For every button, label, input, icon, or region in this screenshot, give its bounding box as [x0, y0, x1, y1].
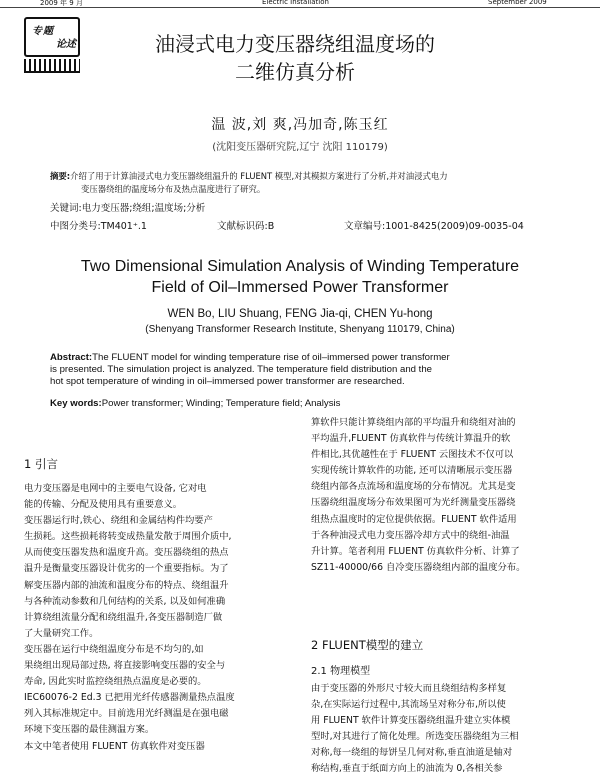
- body-line: 能的传输、分配及使用具有重要意义。: [24, 499, 183, 511]
- body-line: 组热点温度时的定位提供依据。FLUENT 软件适用: [311, 513, 517, 525]
- abstract-zh: [50, 170, 562, 196]
- body-line: 温升是衡量变压器设计优劣的一个重要指标。为了: [24, 563, 229, 575]
- body-line: 算软件只能计算绕组内部的平均温升和绕组对油的: [311, 417, 516, 428]
- body-line: 列入其标准规定中。目前选用光纤测温是在强电磁: [24, 708, 229, 720]
- column-logo: [24, 17, 78, 73]
- body-line: 变压器在运行中绕组温度分布是不均匀的,如: [24, 643, 204, 655]
- body-line: 生损耗。这些损耗将转变成热量发散于周围介质中,: [24, 531, 232, 543]
- clc-number: 中图分类号:TM401⁺.1: [50, 221, 147, 232]
- keywords-en: [50, 398, 340, 409]
- body-line: 平均温升,FLUENT 仿真软件与传统计算温升的软: [311, 433, 511, 445]
- keywords-en-label: Key words:: [50, 398, 102, 409]
- body-line: 计算绕组流量分配和绕组温升,各变压器制造厂做: [24, 611, 223, 623]
- header-date: 2009 年 9 月: [40, 0, 83, 7]
- article-number: 文章编号:1001-8425(2009)09-0035-04: [344, 221, 524, 232]
- abstract-zh-label: 摘要:: [50, 171, 71, 181]
- body-line: 绕组内部各点流场和温度场的分布情况。尤其是变: [311, 481, 516, 493]
- logo-caption-1: 专题: [32, 26, 54, 37]
- title-zh-line: 二维仿真分析: [235, 60, 355, 84]
- body-line: 实现传统计算软件的功能, 还可以清晰展示变压器: [311, 465, 513, 477]
- abstract-en-line: is presented. The simulation project is analyzed. The temperature field distribution and the: [50, 363, 433, 375]
- abstract-en-label: Abstract:: [50, 352, 93, 363]
- right-column-body-a: [311, 415, 579, 576]
- logo-stripes: [24, 59, 80, 73]
- document-code: 文献标识码:B: [217, 221, 275, 232]
- title-en-line: Field of Oil–Immersed Power Transformer: [151, 279, 449, 296]
- abstract-zh-line: 介绍了用于计算油浸式电力变压器绕组温升的 FLUENT 模型,对其模拟方案进行了分析,并对油浸式电力: [70, 171, 448, 181]
- running-header: [0, 0, 600, 8]
- body-line: 对称,每一绕组的每饼呈几何对称,垂直油道是轴对: [311, 747, 513, 759]
- keywords-zh: 关键词:电力变压器;绕组;温度场;分析: [50, 203, 206, 214]
- body-line: SZ11-40000/66 自冷变压器绕组内部的温度分布。: [311, 561, 526, 573]
- body-line: 本文中笔者使用 FLUENT 仿真软件对变压器: [24, 740, 205, 752]
- body-line: 变压器运行时,铁心、绕组和金属结构件均要产: [24, 515, 213, 527]
- body-line: 型时,对其进行了简化处理。所选变压器绕组为三相: [311, 731, 519, 743]
- body-line: 于各种油浸式电力变压器冷却方式中的绕组-油温: [311, 529, 510, 541]
- body-line: IEC60076-2 Ed.3 已把用光纤传感器测量热点温度: [24, 692, 235, 704]
- subsection-2-1-heading: 2.1 物理模型: [311, 666, 371, 677]
- body-line: 电力变压器是电网中的主要电气设备, 它对电: [24, 483, 207, 494]
- body-line: 用 FLUENT 软件计算变压器绕组温升建立实体模: [311, 715, 511, 727]
- right-column-body-b: [311, 681, 579, 778]
- abstract-zh-line: 变压器绕组的温度场分布及热点温度进行了研究。: [81, 184, 266, 194]
- affiliation-zh: (沈阳变压器研究院,辽宁 沈阳 110179): [212, 142, 388, 153]
- body-line: 了大量研究工作。: [24, 627, 99, 639]
- body-line: 解变压器内部的油流和温度分布的特点、绕组温升: [24, 579, 229, 591]
- title-en-line: Two Dimensional Simulation Analysis of Winding Temperature: [80, 258, 520, 275]
- body-line: 件相比,其优越性在于 FLUENT 云图技术不仅可以: [311, 449, 514, 461]
- authors-en: WEN Bo, LIU Shuang, FENG Jia-qi, CHEN Yu-hong: [167, 308, 433, 320]
- body-line: 杂,在实际运行过程中,其流场呈对称分布,所以使: [311, 699, 506, 711]
- body-line: 由于变压器的外形尺寸较大而且绕组结构多样复: [311, 683, 507, 694]
- keywords-en-text: Power transformer; Winding; Temperature field; Analysis: [101, 398, 341, 409]
- abstract-en: [50, 352, 560, 387]
- section-1-heading: 1 引言: [24, 457, 58, 471]
- body-line: 与各种流动参数和几何结构的关系, 以及如何准确: [24, 595, 226, 607]
- body-line: 果绕组出现局部过热, 将直接影响变压器的安全与: [24, 660, 226, 672]
- body-line: 环境下变压器的最佳测温方案。: [24, 724, 155, 736]
- header-date-en: September 2009: [488, 0, 547, 6]
- section-2-heading: 2 FLUENT模型的建立: [311, 638, 424, 652]
- authors-zh: 温 波,刘 爽,冯加奇,陈玉红: [211, 117, 389, 133]
- title-zh: [115, 30, 475, 86]
- body-line: 称结构,垂直于纸面方向上的油流为 0,各相关参: [311, 763, 503, 775]
- logo-frame: [24, 17, 80, 57]
- affiliation-en: (Shenyang Transformer Research Institute, Shenyang 110179, China): [145, 324, 455, 335]
- body-line: 从而使变压器发热和温度升高。变压器绕组的热点: [24, 547, 229, 559]
- title-en: [40, 256, 560, 298]
- abstract-en-line: hot spot temperature of winding in oil–immersed power transformer are researched.: [50, 375, 405, 387]
- body-line: 压器绕组温度场分布效果图可为光纤测量变压器绕: [311, 497, 516, 509]
- body-line: 升计算。笔者利用 FLUENT 仿真软件分析、计算了: [311, 545, 520, 557]
- abstract-en-line: The FLUENT model for winding temperature rise of oil–immersed power transformer: [92, 352, 450, 363]
- left-column-body: [24, 481, 292, 755]
- logo-caption-2: 论述: [56, 39, 76, 50]
- title-zh-line: 油浸式电力变压器绕组温度场的: [155, 32, 435, 56]
- body-line: 寿命, 因此实时监控绕组热点温度是必要的。: [24, 676, 207, 688]
- header-journal: Electric Installation: [262, 0, 329, 6]
